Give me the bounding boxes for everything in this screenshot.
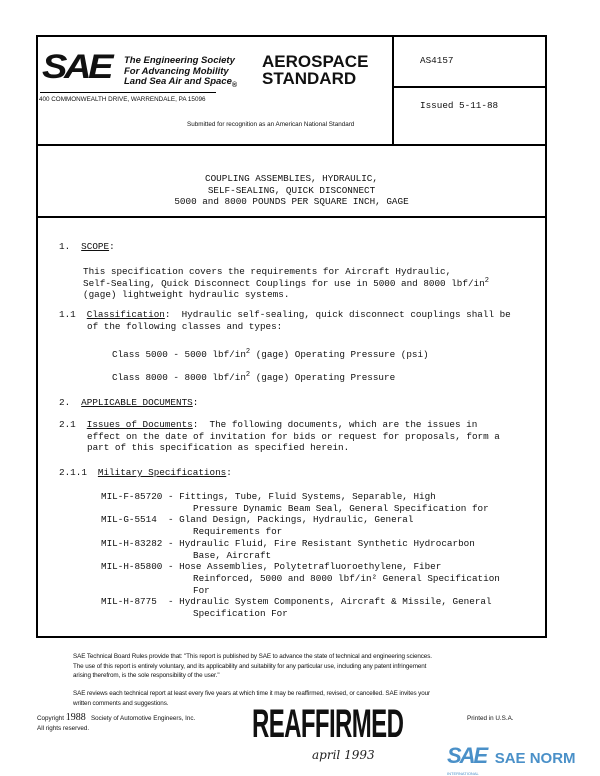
section-title: Issues of Documents [86, 419, 193, 430]
title-line: COUPLING ASSEMBLIES, HYDRAULIC, [205, 173, 378, 184]
address: 400 COMMONWEALTH DRIVE, WARRENDALE, PA 15096 [39, 96, 206, 103]
paragraph-line: effect on the date of invitation for bids or request for proposals, form a [87, 430, 500, 442]
standard-type-line: AEROSPACE [262, 52, 369, 71]
section-2-1 [59, 419, 500, 454]
note-line: SAE Technical Board Rules provide that: "This report is published by SAE to advance the state of technical and engineering sciences. [73, 653, 432, 660]
spec-title: Hydraulic Fluid, Fire Resistant Synthetic Hydrocarbon [179, 537, 475, 549]
note-line: SAE reviews each technical report at least every five years at which time it may be reaffirmed, revised, or cancelled. SAE invites your [73, 690, 431, 697]
note-line: The use of this report is entirely voluntary, and its applicability and suitability for any particular use, including any patent infringement [73, 662, 427, 670]
paragraph-line: Self-Sealing, Quick Disconnect Couplings for use in 5000 and 8000 lbf/in [83, 277, 485, 289]
society-tagline [124, 56, 237, 88]
sae-logo: SAE [42, 48, 111, 86]
paragraph-line: part of this specification as specified herein. [87, 442, 350, 454]
title-bottom-rule [36, 216, 547, 218]
header-right-divider [392, 86, 547, 88]
section-number: 2.1 [59, 419, 76, 430]
spec-title: Pressure Dynamic Beam Seal, General Specification for [193, 502, 489, 514]
registered-mark: ® [231, 81, 238, 89]
class-text: (gage) Operating Pressure (psi) [250, 349, 429, 360]
superscript: 2 [245, 370, 251, 379]
sae-norm-watermark [447, 744, 576, 776]
paragraph-line: This specification covers the requirements for Aircraft Hydraulic, [83, 266, 452, 277]
stamp-handwritten-date: april 1993 [312, 748, 375, 762]
spec-entry: MIL-H-85800 - Hose Assemblies, Polytetrafluoroethylene, Fiber Reinforced, 5000 and 8000 lbf/in² General Specification For [101, 561, 500, 596]
colon: : [109, 241, 115, 252]
standard-type-line: STANDARD [262, 69, 357, 88]
superscript: 2 [484, 276, 489, 285]
spec-entry: MIL-G-5514 - Gland Design, Packings, Hydraulic, General Requirements for [101, 514, 500, 537]
paragraph-line: : The following documents, which are the issues in [192, 419, 478, 430]
doc-number: AS4157 [420, 55, 454, 66]
section-number: 1. [59, 241, 71, 252]
header-bottom-rule [36, 144, 547, 146]
note-line: arising therefrom, is the sole responsibility of the user." [73, 672, 220, 679]
watermark-sub: INTERNATIONAL [447, 771, 479, 776]
spec-id: MIL-G-5514 [101, 514, 163, 526]
section-number: 2. [59, 397, 71, 408]
section-title: Classification [86, 309, 165, 320]
spec-entry: MIL-H-83282 - Hydraulic Fluid, Fire Resistant Synthetic Hydrocarbon Base, Aircraft [101, 538, 500, 561]
class-5000 [112, 349, 429, 361]
section-number: 2.1.1 [59, 467, 87, 478]
spec-title: Reinforced, 5000 and 8000 lbf/in² General Specification [193, 572, 500, 584]
spec-title: Gland Design, Packings, Hydraulic, General [179, 514, 414, 526]
watermark-logo: SAE [447, 743, 487, 768]
class-text: (gage) Operating Pressure [250, 372, 396, 383]
issued-date: Issued 5-11-88 [420, 100, 499, 111]
section-title: SCOPE [81, 241, 110, 252]
logo-rule [40, 92, 216, 93]
spec-entry: MIL-H-8775 - Hydraulic System Components, Aircraft & Missile, General Specification For [101, 596, 500, 619]
title-line: SELF-SEALING, QUICK DISCONNECT [207, 184, 376, 196]
standard-type [262, 53, 368, 87]
section-1-1 [59, 309, 511, 332]
section-title: Military Specifications [97, 467, 227, 478]
submitted-note: Submitted for recognition as an American National Standard [187, 121, 355, 128]
spec-title: Requirements for [193, 526, 283, 538]
section-2-heading [59, 397, 198, 409]
spec-entry: MIL-F-85720 - Fittings, Tube, Fluid Systems, Separable, High Pressure Dynamic Beam Seal, General Specification for [101, 491, 500, 514]
section-2-1-1-heading [59, 467, 232, 479]
superscript: 2 [245, 347, 251, 356]
paragraph-line: of the following classes and types: [87, 320, 283, 332]
class-text: Class 8000 - 8000 lbf/in [112, 372, 246, 383]
copyright-year: 1988 [65, 712, 86, 723]
tagline-line: The Engineering Society [124, 55, 235, 66]
spec-title: Base, Aircraft [193, 549, 272, 561]
tagline-line: Land Sea Air and Space [124, 76, 232, 87]
class-8000 [112, 372, 395, 384]
rights-reserved: All rights reserved. [37, 724, 90, 732]
section-number: 1.1 [59, 309, 76, 320]
spec-id: MIL-H-85800 [101, 561, 163, 573]
spec-id: MIL-F-85720 [101, 491, 163, 502]
spec-title: Hose Assemblies, Polytetrafluoroethylene, Fiber [179, 561, 442, 573]
section-1-heading [59, 241, 115, 253]
document-title [36, 173, 547, 208]
spec-title: Specification For [193, 608, 288, 620]
note-line: written comments and suggestions. [73, 699, 169, 707]
copyright [37, 713, 195, 733]
reaffirmed-stamp: REAFFIRMED [252, 702, 404, 746]
printed-in: Printed in U.S.A. [467, 715, 514, 722]
colon: : [192, 397, 199, 408]
spec-title: Hydraulic System Components, Aircraft & Missile, General [179, 596, 492, 608]
military-spec-list [101, 491, 500, 620]
watermark-name: SAE NORM [494, 750, 576, 767]
header-divider [392, 35, 394, 145]
title-line: 5000 and 8000 POUNDS PER SQUARE INCH, GAGE [174, 196, 409, 208]
class-text: Class 5000 - 5000 lbf/in [112, 349, 246, 360]
spec-title: For [193, 584, 210, 596]
paragraph-line: : Hydraulic self-sealing, quick disconnect couplings shall be [164, 309, 511, 320]
spec-id: MIL-H-8775 [101, 596, 163, 608]
tagline-line: For Advancing Mobility [124, 65, 229, 77]
spec-id: MIL-H-83282 [101, 537, 163, 549]
copyright-label: Copyright [37, 715, 64, 722]
scope-paragraph [83, 266, 489, 301]
board-rules-note [73, 652, 432, 681]
section-title: APPLICABLE DOCUMENTS [81, 397, 193, 408]
paragraph-line: (gage) lightweight hydraulic systems. [83, 289, 290, 301]
colon: : [226, 467, 232, 478]
copyright-owner: Society of Automotive Engineers, Inc. [90, 715, 196, 722]
spec-title: Fittings, Tube, Fluid Systems, Separable, High [179, 491, 436, 502]
